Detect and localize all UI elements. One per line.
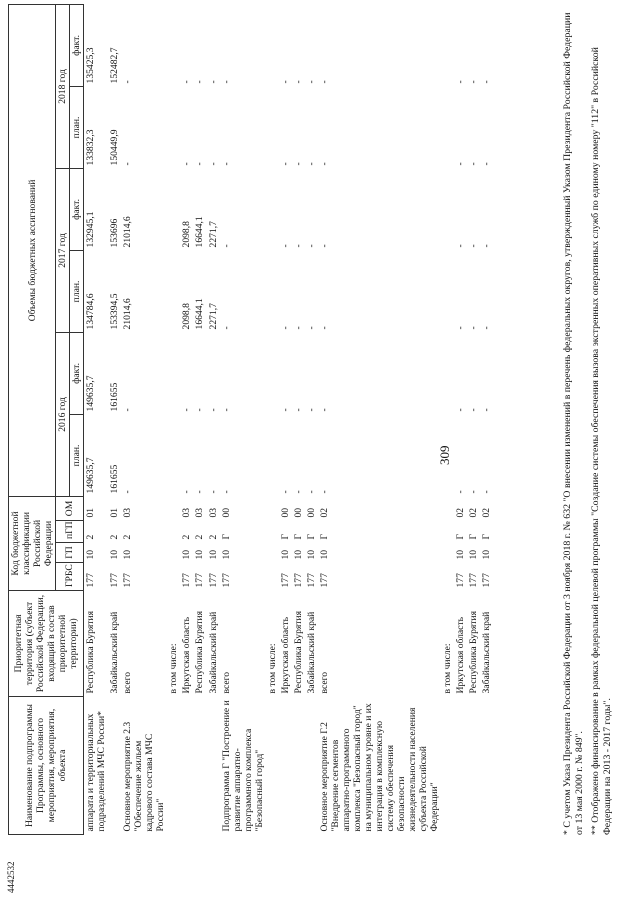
row-value-cell — [167, 414, 180, 496]
row-value-cell — [266, 4, 279, 86]
row-om-cell: 02 — [481, 507, 493, 518]
row-territory-cell: Иркутская область — [279, 616, 291, 694]
header-fact: факт. — [70, 332, 84, 414]
row-gp-cell: 10 — [220, 549, 232, 560]
row-value-cell: 149635,7 — [85, 457, 97, 494]
row-value-cell: - — [181, 490, 193, 494]
table-row — [84, 4, 109, 834]
row-value-cell: 133832,3 — [85, 129, 97, 166]
row-value-cell — [441, 332, 454, 414]
table-row — [266, 4, 279, 834]
row-value-cell: - — [220, 244, 232, 248]
table-row — [305, 4, 318, 834]
row-name-cell: Основное мероприятие Г.2 "Внедрение сегментов аппаратно-программного комплекса "Безопасный город" на муниципальном уровне и их интеграция в комплексную систему обеспечения безопасности жизнедеятельности населения субъекта Российской Федерации" — [318, 703, 441, 832]
row-value-cell: - — [305, 326, 317, 330]
header-fact: факт. — [70, 168, 84, 250]
row-value-cell: - — [279, 490, 291, 494]
row-value-cell: 132945,1 — [85, 211, 97, 248]
row-gp-cell: 10 — [122, 549, 134, 560]
row-om-cell: 00 — [305, 507, 317, 518]
table-row — [180, 4, 193, 834]
row-value-cell — [266, 414, 279, 496]
row-value-cell: - — [468, 162, 480, 166]
row-value-cell: - — [122, 162, 134, 166]
row-om-cell: 00 — [279, 507, 291, 518]
row-om-cell — [266, 496, 279, 520]
row-value-cell: 2271,7 — [207, 303, 219, 330]
row-territory-cell: в том числе: — [266, 643, 278, 694]
row-om-cell: 03 — [122, 507, 134, 518]
row-value-cell: 16644,1 — [194, 216, 206, 248]
row-value-cell: - — [292, 490, 304, 494]
row-value-cell: - — [318, 162, 330, 166]
row-value-cell: - — [305, 490, 317, 494]
header-name: Наименование подпрограммы Программы, основного мероприятия, мероприятия, объекта — [9, 697, 84, 835]
header-plan: план. — [70, 86, 84, 168]
row-grbs-cell — [167, 563, 180, 591]
table-row — [480, 4, 493, 834]
row-value-cell: - — [305, 408, 317, 412]
row-pgp-cell: Г — [220, 533, 232, 540]
row-value-cell: - — [279, 162, 291, 166]
row-value-cell: 2098,8 — [181, 221, 193, 248]
row-gp-cell — [167, 543, 180, 563]
row-om-cell: 03 — [207, 507, 219, 518]
row-gp-cell: 10 — [318, 549, 330, 560]
row-om-cell: 00 — [220, 507, 232, 518]
row-name-cell — [441, 697, 454, 835]
row-name-cell — [108, 697, 121, 835]
row-value-cell: - — [279, 244, 291, 248]
header-om: ОМ — [56, 496, 84, 520]
header-fact: факт. — [70, 4, 84, 86]
row-gp-cell: 10 — [455, 549, 467, 560]
row-grbs-cell: 177 — [181, 573, 193, 588]
row-value-cell: - — [194, 408, 206, 412]
row-value-cell: - — [122, 490, 134, 494]
row-value-cell: - — [481, 408, 493, 412]
row-grbs-cell: 177 — [455, 573, 467, 588]
row-value-cell: - — [318, 80, 330, 84]
row-name-cell: Основное мероприятие 2.3 "Обеспечение жильем кадрового состава МЧС России" — [122, 721, 167, 832]
row-grbs-cell: 177 — [122, 573, 134, 588]
row-value-cell: - — [194, 162, 206, 166]
row-territory-cell: Забайкальский край — [305, 611, 317, 694]
row-om-cell: 02 — [455, 507, 467, 518]
row-pgp-cell: Г — [279, 533, 291, 540]
row-value-cell: - — [468, 490, 480, 494]
table-row — [441, 4, 454, 834]
row-pgp-cell: 2 — [122, 534, 134, 540]
row-value-cell: - — [305, 80, 317, 84]
row-gp-cell: 10 — [468, 549, 480, 560]
row-territory-cell: в том числе: — [442, 643, 454, 694]
row-value-cell: - — [481, 326, 493, 330]
row-value-cell: - — [455, 80, 467, 84]
row-name-cell — [207, 697, 220, 835]
row-territory-cell: в том числе: — [168, 643, 180, 694]
row-value-cell: - — [220, 162, 232, 166]
header-territory: Приоритетная территория (субъект Российской Федерации, входящий в состав приоритетной территории) — [9, 591, 84, 697]
row-value-cell: - — [455, 244, 467, 248]
row-value-cell: - — [468, 326, 480, 330]
row-om-cell — [441, 496, 454, 520]
row-value-cell — [266, 332, 279, 414]
row-territory-cell: Забайкальский край — [207, 611, 219, 694]
header-code-group: Код бюджетной классификации Российской Федерации — [9, 496, 56, 590]
row-value-cell: - — [122, 80, 134, 84]
row-territory-cell: Забайкальский край — [109, 611, 121, 694]
footnote-1: * С учетом Указа Президента Российской Федерации от 3 ноября 2018 г. № 632 "О внесении изменений в перечень федеральных округов, утвержденный Указом Президента Российской Федерации от 13 мая 2000 г. № 849". — [562, 12, 586, 835]
row-name-cell — [480, 697, 493, 835]
row-gp-cell: 10 — [279, 549, 291, 560]
row-value-cell: - — [194, 80, 206, 84]
table-row — [167, 4, 180, 834]
row-pgp-cell — [441, 521, 454, 543]
table-row — [318, 4, 441, 834]
row-grbs-cell: 177 — [220, 573, 232, 588]
row-pgp-cell: Г — [468, 533, 480, 540]
row-gp-cell: 10 — [481, 549, 493, 560]
row-value-cell — [266, 86, 279, 168]
row-name-cell — [266, 697, 279, 835]
row-grbs-cell: 177 — [109, 573, 121, 588]
table-row — [193, 4, 206, 834]
row-value-cell — [441, 414, 454, 496]
row-territory-cell: Иркутская область — [455, 616, 467, 694]
row-value-cell: - — [207, 162, 219, 166]
row-value-cell: 134784,6 — [85, 293, 97, 330]
row-pgp-cell: Г — [318, 533, 330, 540]
row-value-cell — [167, 332, 180, 414]
row-grbs-cell — [441, 563, 454, 591]
row-gp-cell: 10 — [85, 549, 97, 560]
row-value-cell: 152482,7 — [109, 47, 121, 84]
row-value-cell: - — [220, 408, 232, 412]
row-territory-cell: Республика Бурятия — [194, 610, 206, 694]
row-om-cell: 03 — [194, 507, 206, 518]
table-row — [220, 4, 266, 834]
row-value-cell — [266, 168, 279, 250]
budget-table — [8, 4, 493, 835]
row-gp-cell: 10 — [109, 549, 121, 560]
row-gp-cell — [266, 543, 279, 563]
row-territory-cell: Иркутская область — [181, 616, 193, 694]
row-territory-cell: Республика Бурятия — [292, 610, 304, 694]
row-territory-cell: Республика Бурятия — [85, 610, 97, 694]
row-grbs-cell: 177 — [279, 573, 291, 588]
row-name-cell — [305, 697, 318, 835]
row-pgp-cell: 2 — [207, 534, 219, 540]
row-territory-cell: всего — [220, 671, 232, 694]
row-value-cell: - — [318, 408, 330, 412]
row-value-cell: - — [220, 490, 232, 494]
row-gp-cell: 10 — [305, 549, 317, 560]
row-value-cell: 2271,7 — [207, 221, 219, 248]
row-value-cell: - — [122, 408, 134, 412]
row-grbs-cell: 177 — [305, 573, 317, 588]
row-value-cell: - — [468, 80, 480, 84]
row-value-cell: - — [318, 326, 330, 330]
row-name-cell: Подпрограмма Г "Построение и развитие аппаратно-программного комплекса "Безопасный город" — [220, 700, 265, 832]
row-pgp-cell: Г — [455, 533, 467, 540]
row-om-cell: 01 — [109, 507, 121, 518]
table-row — [279, 4, 292, 834]
row-name-cell — [193, 697, 206, 835]
row-grbs-cell — [266, 563, 279, 591]
header-year-2016: 2016 год — [56, 332, 70, 496]
row-value-cell: 161655 — [109, 382, 121, 412]
table-row — [292, 4, 305, 834]
row-om-cell: 02 — [318, 507, 330, 518]
row-pgp-cell: 2 — [85, 534, 97, 540]
row-territory-cell: всего — [122, 671, 134, 694]
row-gp-cell — [441, 543, 454, 563]
header-plan: план. — [70, 250, 84, 332]
row-name-cell — [454, 697, 467, 835]
row-value-cell: - — [292, 162, 304, 166]
table-body — [84, 4, 494, 834]
row-value-cell: - — [181, 80, 193, 84]
table-row — [108, 4, 121, 834]
row-value-cell: - — [279, 80, 291, 84]
row-value-cell — [167, 4, 180, 86]
row-territory-cell: всего — [318, 671, 330, 694]
header-gp: ГП — [56, 543, 84, 563]
row-grbs-cell: 177 — [318, 573, 330, 588]
table-row — [454, 4, 467, 834]
row-grbs-cell: 177 — [481, 573, 493, 588]
row-pgp-cell: Г — [481, 533, 493, 540]
row-value-cell: - — [481, 80, 493, 84]
row-gp-cell: 10 — [207, 549, 219, 560]
row-om-cell: 03 — [181, 507, 193, 518]
row-value-cell: - — [220, 80, 232, 84]
row-value-cell: 153394,5 — [109, 293, 121, 330]
row-value-cell: - — [481, 244, 493, 248]
row-value-cell: - — [194, 490, 206, 494]
row-value-cell — [441, 250, 454, 332]
row-value-cell: - — [305, 162, 317, 166]
row-value-cell: - — [220, 326, 232, 330]
row-value-cell — [441, 4, 454, 86]
row-value-cell: 149635,7 — [85, 375, 97, 412]
row-value-cell: - — [292, 408, 304, 412]
row-name-cell — [467, 697, 480, 835]
row-value-cell — [266, 250, 279, 332]
row-value-cell: - — [181, 408, 193, 412]
row-pgp-cell: Г — [305, 533, 317, 540]
row-value-cell — [167, 250, 180, 332]
row-value-cell: - — [318, 490, 330, 494]
row-value-cell: 2098,8 — [181, 303, 193, 330]
row-om-cell: 01 — [85, 507, 97, 518]
row-value-cell: - — [279, 326, 291, 330]
row-territory-cell: Забайкальский край — [481, 611, 493, 694]
header-grbs: ГРБС — [56, 563, 84, 591]
row-value-cell: - — [455, 326, 467, 330]
row-value-cell: - — [305, 244, 317, 248]
row-grbs-cell: 177 — [207, 573, 219, 588]
row-pgp-cell: Г — [292, 533, 304, 540]
row-gp-cell: 10 — [194, 549, 206, 560]
row-territory-cell: Республика Бурятия — [468, 610, 480, 694]
row-grbs-cell: 177 — [292, 573, 304, 588]
row-name-cell — [180, 697, 193, 835]
row-value-cell: - — [207, 490, 219, 494]
row-value-cell — [441, 86, 454, 168]
row-pgp-cell: 2 — [109, 534, 121, 540]
row-value-cell: 161655 — [109, 464, 121, 494]
row-value-cell: - — [455, 408, 467, 412]
row-value-cell: - — [292, 244, 304, 248]
row-value-cell: 150449,9 — [109, 129, 121, 166]
row-grbs-cell: 177 — [194, 573, 206, 588]
row-value-cell: - — [481, 162, 493, 166]
row-grbs-cell: 177 — [468, 573, 480, 588]
document-code: 4442532 — [6, 861, 16, 893]
row-pgp-cell — [167, 521, 180, 543]
page-number: 309 — [437, 445, 452, 465]
table-row — [207, 4, 220, 834]
row-value-cell: - — [207, 408, 219, 412]
row-value-cell: - — [455, 162, 467, 166]
row-value-cell: - — [181, 162, 193, 166]
row-grbs-cell: 177 — [85, 573, 97, 588]
header-year-2018: 2018 год — [56, 4, 70, 168]
row-value-cell — [441, 168, 454, 250]
row-value-cell: - — [207, 80, 219, 84]
row-value-cell: - — [481, 490, 493, 494]
row-value-cell: - — [455, 490, 467, 494]
row-value-cell — [167, 168, 180, 250]
row-value-cell: 16644,1 — [194, 298, 206, 330]
row-pgp-cell: 2 — [194, 534, 206, 540]
row-om-cell: 00 — [292, 507, 304, 518]
row-value-cell: 135425,3 — [85, 47, 97, 84]
row-value-cell: 21014,6 — [122, 298, 134, 330]
header-volumes: Объемы бюджетных ассигнований — [9, 4, 56, 496]
row-value-cell: - — [279, 408, 291, 412]
row-pgp-cell — [266, 521, 279, 543]
row-value-cell: - — [318, 244, 330, 248]
row-value-cell: - — [468, 244, 480, 248]
header-year-2017: 2017 год — [56, 168, 70, 332]
row-value-cell: - — [468, 408, 480, 412]
row-om-cell: 02 — [468, 507, 480, 518]
table-row — [467, 4, 480, 834]
row-name-cell — [167, 697, 180, 835]
header-pgp: пГП — [56, 521, 84, 543]
footnote-2: ** Отображено финансирование в рамках федеральной целевой программы "Создание системы обеспечения вызова экстренных оперативных служб по единому номеру "112" в Российской Федерации на 2013 - 2017 годы". — [590, 47, 614, 835]
row-gp-cell: 10 — [181, 549, 193, 560]
table-row — [121, 4, 167, 834]
row-om-cell — [167, 496, 180, 520]
row-name-cell — [292, 697, 305, 835]
row-pgp-cell: 2 — [181, 534, 193, 540]
row-value-cell: - — [292, 326, 304, 330]
row-gp-cell: 10 — [292, 549, 304, 560]
row-value-cell: 153696 — [109, 218, 121, 248]
row-value-cell: 21014,6 — [122, 216, 134, 248]
row-value-cell — [167, 86, 180, 168]
row-value-cell: - — [292, 80, 304, 84]
header-plan: план. — [70, 414, 84, 496]
row-name-cell: аппарата и территориальных подразделений МЧС России* — [85, 711, 108, 832]
row-name-cell — [279, 697, 292, 835]
